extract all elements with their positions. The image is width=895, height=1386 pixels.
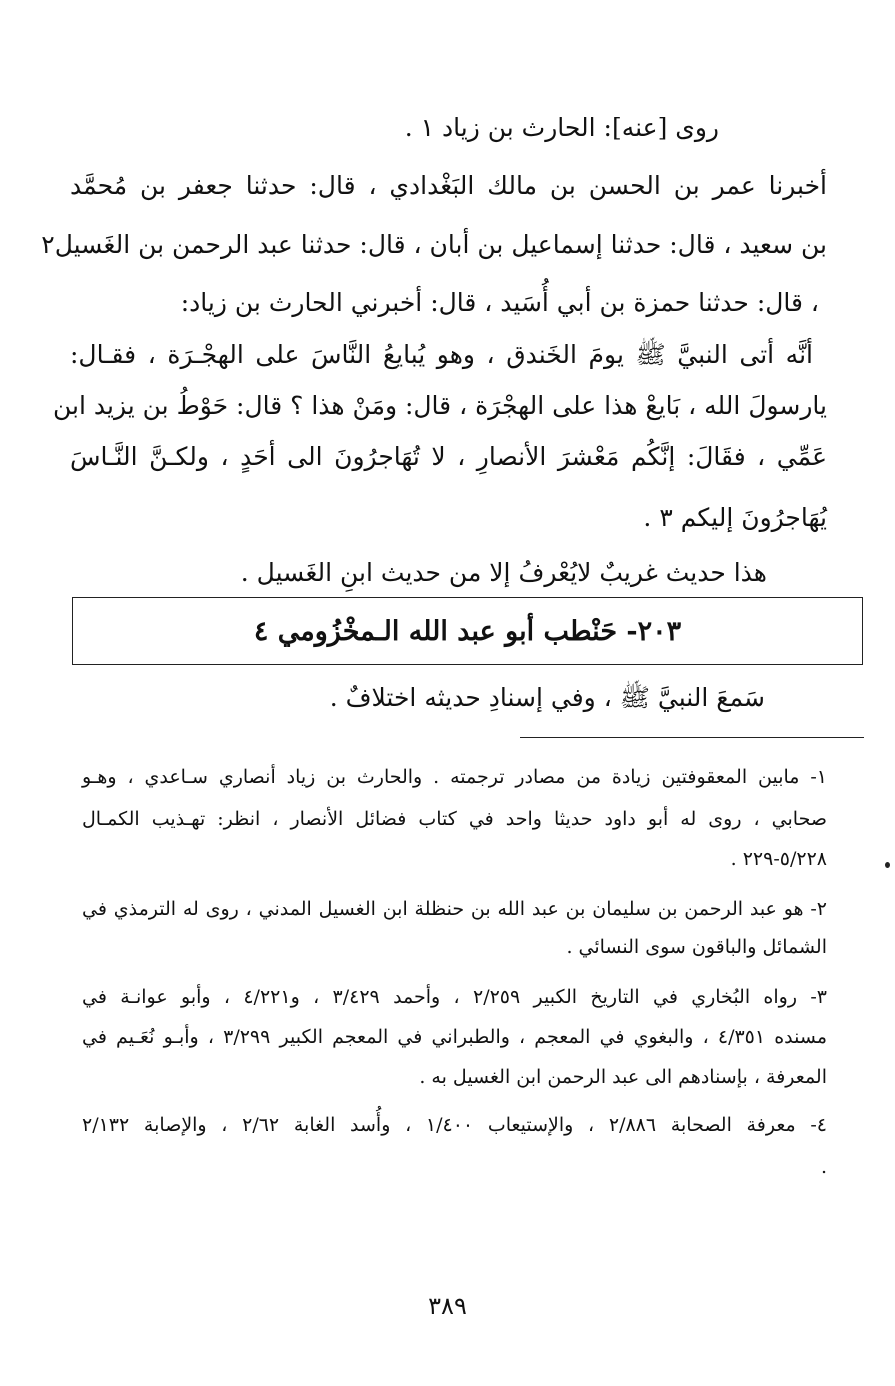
footnote-line: .: [820, 1156, 827, 1178]
footnote-line: ٣- رواه البُخاري في التاريخ الكبير ٢/٢٥٩ ، وأحمد ٣/٤٢٩ ، و٤/٢٢١ ، وأبو عوانـة في: [82, 986, 827, 1008]
text-line-3: بن سعيد ، قال: حدثنا إسماعيل بن أبان ، قال: حدثنا عبد الرحمن بن الغَسيل٢: [41, 230, 827, 259]
page-number: ٣٨٩: [428, 1292, 467, 1320]
footnote-line: صحابي ، روى له أبو داود حديثا واحد في كتاب فضائل الأنصار ، انظر: تهـذيب الكمـال: [82, 808, 827, 830]
text-line-2: أخبرنا عمر بن الحسن بن مالك البَغْدادي ، قال: حدثنا جعفر بن مُحمَّد: [70, 171, 827, 200]
footnote-line: ٥/٢٢٨-٢٢٩ .: [730, 848, 827, 870]
footnote-line: ١- مابين المعقوفتين زيادة من مصادر ترجمته . والحارث بن زياد أنصاري سـاعدي ، وهـو: [82, 766, 827, 788]
footnote-line: ٤- معرفة الصحابة ٢/٨٨٦ ، والإستيعاب ١/٤٠٠ ، وأُسد الغابة ٢/٦٢ ، والإصابة ٢/١٣٢: [82, 1114, 827, 1136]
text-line-5: أنَّه أتى النبيَّ ﷺ يومَ الخَندق ، وهو يُبايعُ النَّاسَ على الهجْـرَة ، فقـال:: [70, 340, 813, 369]
text-line-1: روى [عنه]: الحارث بن زياد ١ .: [404, 113, 719, 142]
footnote-line: ٢- هو عبد الرحمن بن سليمان بن عبد الله بن حنظلة ابن الغسيل المدني ، روى له الترمذي في: [82, 898, 827, 920]
text-line-8: يُهَاجرُونَ إليكم ٣ .: [643, 503, 827, 532]
text-line-4: ، قال: حدثنا حمزة بن أبي أُسَيد ، قال: أخبرني الحارث بن زياد:: [180, 288, 819, 317]
footnote-divider: [520, 737, 864, 738]
margin-mark: [885, 862, 890, 868]
text-line-7: عَمِّي ، فقَالَ: إنَّكُم مَعْشرَ الأنصارِ ، لا تُهَاجرُونَ الى أحَدٍ ، ولكـنَّ النَّـاسَ: [70, 442, 827, 471]
footnote-line: مسنده ٤/٣٥١ ، والبغوي في المعجم ، والطبراني في المعجم الكبير ٣/٢٩٩ ، وأبـو نُعَـيم في: [82, 1026, 828, 1048]
text-line-9: هذا حديث غريبٌ لايُعْرفُ إلا من حديث ابنِ الغَسيل .: [240, 558, 767, 587]
footnote-line: المعرفة ، بإسنادهم الى عبد الرحمن ابن الغسيل به .: [419, 1066, 827, 1088]
section-heading: ٢٠٣- حَنْطب أبو عبد الله الـمخْزُومي ٤: [72, 597, 863, 665]
footnote-line: الشمائل والباقون سوى النسائي .: [566, 936, 827, 958]
text-line-6: يارسولَ الله ، بَايعْ هذا على الهجْرَة ، قال: ومَنْ هذا ؟ قال: حَوْطُ بن يزيد ابن: [52, 391, 827, 420]
section-text: سَمعَ النبيَّ ﷺ ، وفي إسنادِ حديثه اختلافٌ .: [329, 683, 765, 712]
